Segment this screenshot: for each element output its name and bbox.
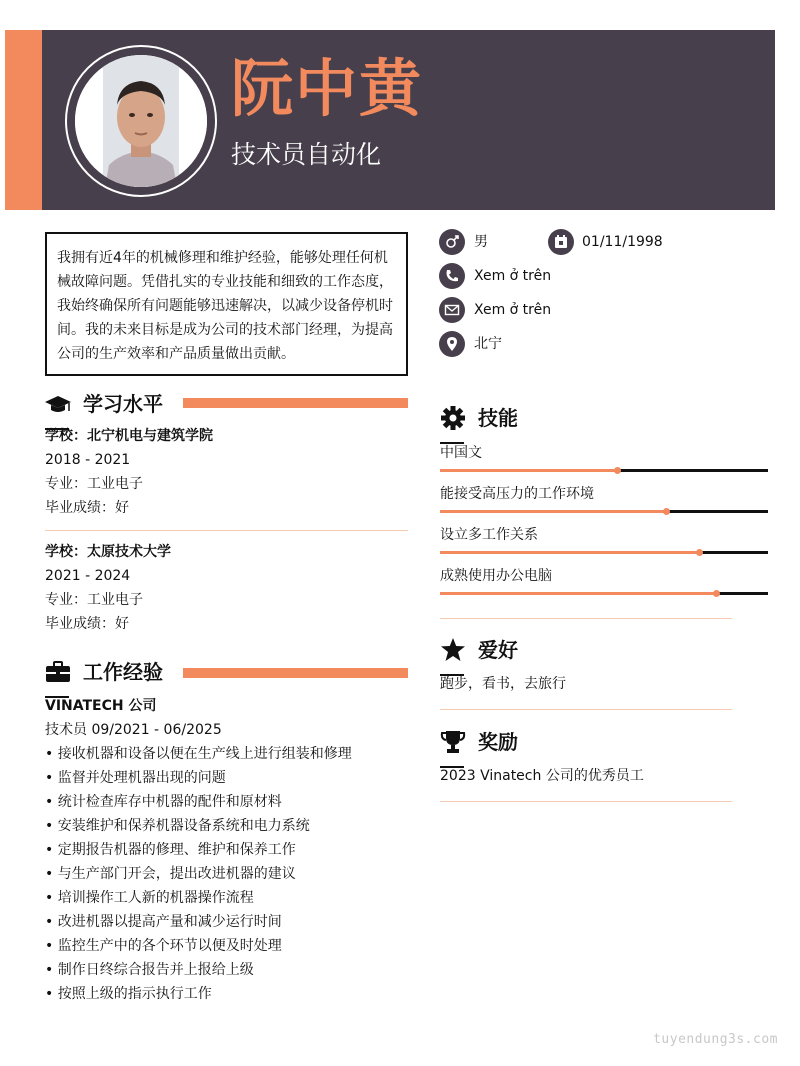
skills-section-header	[440, 402, 740, 434]
experience-section-header	[45, 656, 408, 688]
experience-heading: 工作经验	[83, 660, 163, 684]
phone-icon	[439, 263, 465, 289]
header-accent-bar	[5, 30, 42, 210]
hobbies-heading: 爱好	[478, 638, 518, 662]
experience-position: 技术员 09/2021 - 06/2025	[45, 722, 222, 738]
experience-duty: • 定期报告机器的修理、维护和保养工作	[45, 842, 296, 858]
experience-duty: • 监督并处理机器出现的问题	[45, 770, 226, 786]
skill-level-fill	[440, 551, 699, 554]
phone-value[interactable]: Xem ở trên	[474, 268, 552, 284]
briefcase-icon	[45, 660, 71, 684]
experience-company: VINATECH 公司	[45, 698, 157, 714]
awards-heading: 奖励	[478, 730, 518, 754]
skill-level-knob	[696, 549, 703, 556]
education-school: 学校：北宁机电与建筑学院	[45, 428, 213, 444]
location-icon	[439, 331, 465, 357]
skill-name: 中国文	[440, 445, 482, 461]
experience-duty: • 制作日终综合报告并上报给上级	[45, 962, 254, 978]
skill-level-bar	[440, 551, 768, 554]
hobbies-divider	[440, 709, 732, 710]
skills-heading: 技能	[478, 406, 518, 430]
awards-divider	[440, 801, 732, 802]
birthday-value: 01/11/1998	[582, 234, 663, 250]
education-years: 2021 - 2024	[45, 568, 131, 584]
candidate-job-title: 技术员自动化	[231, 140, 382, 169]
experience-duty: • 安装维护和保养机器设备系统和电力系统	[45, 818, 310, 834]
education-section-header	[45, 388, 408, 420]
experience-duty: • 培训操作工人新的机器操作流程	[45, 890, 254, 906]
skill-level-bar	[440, 510, 768, 513]
graduation-cap-icon	[45, 392, 71, 416]
skills-divider	[440, 618, 732, 619]
skill-level-bar	[440, 469, 768, 472]
email-icon	[439, 297, 465, 323]
experience-heading-bar	[183, 668, 408, 678]
education-heading: 学习水平	[83, 392, 163, 416]
skill-name: 能接受高压力的工作环境	[440, 486, 594, 502]
watermark: tuyendung3s.com	[653, 1032, 778, 1047]
resume-header	[5, 30, 775, 210]
education-grade: 毕业成绩：好	[45, 616, 129, 632]
experience-duty: • 接收机器和设备以便在生产线上进行组装和修理	[45, 746, 352, 762]
skill-name: 设立多工作关系	[440, 527, 538, 543]
trophy-icon	[440, 730, 466, 754]
calendar-icon	[548, 229, 574, 255]
skill-level-knob	[663, 508, 670, 515]
education-school: 学校：太原技术大学	[45, 544, 171, 560]
skill-level-knob	[614, 467, 621, 474]
candidate-name: 阮中黄	[231, 52, 424, 125]
experience-duty: • 监控生产中的各个环节以便及时处理	[45, 938, 282, 954]
profile-photo	[75, 55, 207, 187]
education-grade: 毕业成绩：好	[45, 500, 129, 516]
skill-level-bar	[440, 592, 768, 595]
experience-duty: • 改进机器以提高产量和减少运行时间	[45, 914, 282, 930]
skill-name: 成熟使用办公电脑	[440, 568, 552, 584]
experience-duty: • 统计检查库存中机器的配件和原材料	[45, 794, 282, 810]
hobbies-section-header	[440, 634, 740, 666]
experience-duty: • 按照上级的指示执行工作	[45, 986, 212, 1002]
education-divider	[45, 530, 408, 531]
education-major: 专业：工业电子	[45, 592, 143, 608]
location-value: 北宁	[474, 336, 502, 352]
gender-icon	[439, 229, 465, 255]
star-icon	[440, 638, 466, 662]
education-major: 专业：工业电子	[45, 476, 143, 492]
awards-text: 2023 Vinatech 公司的优秀员工	[440, 768, 644, 784]
gear-icon	[440, 406, 466, 430]
skill-level-fill	[440, 469, 617, 472]
profile-photo-frame	[65, 45, 217, 197]
skill-level-knob	[713, 590, 720, 597]
gender-value: 男	[474, 234, 488, 250]
experience-duty: • 与生产部门开会，提出改进机器的建议	[45, 866, 296, 882]
email-value[interactable]: Xem ở trên	[474, 302, 552, 318]
education-heading-bar	[183, 398, 408, 408]
summary-box: 我拥有近4年的机械修理和维护经验，能够处理任何机械故障问题。凭借扎实的专业技能和细致的工作态度，我始终确保所有问题能够迅速解决，以减少设备停机时间。我的未来目标是成为公司的技术部门经理，为提高公司的生产效率和产品质量做出贡献。	[45, 232, 408, 376]
skill-level-fill	[440, 510, 666, 513]
hobbies-text: 跑步，看书，去旅行	[440, 676, 566, 692]
skill-level-fill	[440, 592, 716, 595]
education-years: 2018 - 2021	[45, 452, 131, 468]
awards-section-header	[440, 726, 740, 758]
